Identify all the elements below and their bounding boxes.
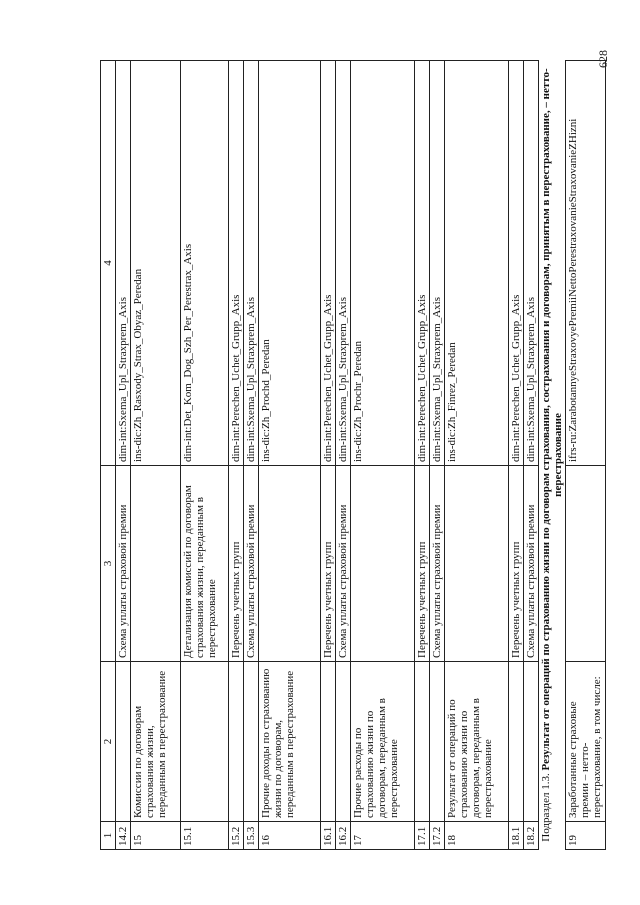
row-number: 16.2 (336, 822, 351, 850)
row-code: dim-int:Perechen_Uchet_Grupp_Axis (321, 61, 336, 466)
header-cell: 3 (101, 466, 116, 662)
row-code: dim-int:Perechen_Uchet_Grupp_Axis (229, 61, 244, 466)
row-code: ins-dic:Zh_Prochr_Peredan (351, 61, 415, 466)
row-number: 19 (566, 822, 606, 850)
row-name (181, 662, 229, 822)
table-row (321, 61, 336, 850)
row-number: 16 (259, 822, 321, 850)
row-name: Результат от операций по страхованию жизни по договорам, переданным в перестрахование (445, 662, 509, 822)
row-name (116, 662, 131, 822)
row-number: 18.1 (509, 822, 524, 850)
row-name (229, 662, 244, 822)
row-number: 17.2 (430, 822, 445, 850)
table-row (566, 61, 606, 850)
row-name (430, 662, 445, 822)
header-cell: 4 (101, 61, 116, 466)
row-number: 15 (131, 822, 181, 850)
table-row (181, 61, 229, 850)
row-code: dim-int:Sxema_Upl_Straxprem_Axis (116, 61, 131, 466)
table-row (524, 61, 539, 850)
row-description: Перечень учетных групп (415, 466, 430, 662)
row-description (351, 466, 415, 662)
row-code: ins-dic:Zh_Prochd_Peredan (259, 61, 321, 466)
table-row (415, 61, 430, 850)
table-row (259, 61, 321, 850)
row-description (566, 466, 606, 662)
row-code: dim-int:Sxema_Upl_Straxprem_Axis (244, 61, 259, 466)
row-code: ins-dic:Zh_Finrez_Peredan (445, 61, 509, 466)
row-description: Схема уплаты страховой премии (524, 466, 539, 662)
row-description: Схема уплаты страховой премии (244, 466, 259, 662)
subsection-row (539, 61, 566, 850)
table-row (430, 61, 445, 850)
row-name (336, 662, 351, 822)
row-number: 17.1 (415, 822, 430, 850)
row-description (259, 466, 321, 662)
row-name (415, 662, 430, 822)
table-row (131, 61, 181, 850)
subsection-title: Результат от операций по страхованию жизни по договорам страхования, сострахования и договорам, принятым в перестрахование, – нетто-перестрахование (540, 68, 564, 771)
row-description: Перечень учетных групп (509, 466, 524, 662)
row-description: Схема уплаты страховой премии (336, 466, 351, 662)
row-description: Перечень учетных групп (321, 466, 336, 662)
row-description: Схема уплаты страховой премии (116, 466, 131, 662)
row-code: dim-int:Sxema_Upl_Straxprem_Axis (430, 61, 445, 466)
row-code: dim-int:Perechen_Uchet_Grupp_Axis (509, 61, 524, 466)
row-number: 16.1 (321, 822, 336, 850)
data-table (100, 60, 606, 850)
header-cell: 2 (101, 662, 116, 822)
row-name (524, 662, 539, 822)
row-number: 17 (351, 822, 415, 850)
header-cell: 1 (101, 822, 116, 850)
row-code: dim-int:Det_Kom_Dog_Szh_Per_Perestrax_Axis (181, 61, 229, 466)
table-header-row (101, 61, 116, 850)
row-name: Заработанные страховые премии – нетто-перестрахование, в том числе: (566, 662, 606, 822)
row-code: ifrs-ru:ZarabotannyeStraxovyePremiiNettoPerestraxovanieStraxovanieZHizni (566, 61, 606, 466)
row-code: dim-int:Perechen_Uchet_Grupp_Axis (415, 61, 430, 466)
row-description: Перечень учетных групп (229, 466, 244, 662)
subsection-heading (539, 61, 566, 850)
row-number: 15.1 (181, 822, 229, 850)
table-row (445, 61, 509, 850)
table-row (351, 61, 415, 850)
row-number: 15.3 (244, 822, 259, 850)
table-row (244, 61, 259, 850)
subsection-prefix: Подраздел 1.3. (540, 773, 552, 842)
page-number: 628 (596, 50, 610, 68)
row-description: Детализация комиссий по договорам страхования жизни, переданным в перестрахование (181, 466, 229, 662)
row-number: 14.2 (116, 822, 131, 850)
row-name (509, 662, 524, 822)
row-name (321, 662, 336, 822)
table-row (336, 61, 351, 850)
row-name: Комиссии по договорам страхования жизни, переданным в перестрахование (131, 662, 181, 822)
row-description (131, 466, 181, 662)
table-row (116, 61, 131, 850)
row-name: Прочие расходы по страхованию жизни по договорам, переданным в перестрахование (351, 662, 415, 822)
row-description: Схема уплаты страховой премии (430, 466, 445, 662)
table-row (509, 61, 524, 850)
row-description (445, 466, 509, 662)
row-number: 18 (445, 822, 509, 850)
row-name: Прочие доходы по страхованию жизни по договорам, переданным в перестрахование (259, 662, 321, 822)
row-code: dim-int:Sxema_Upl_Straxprem_Axis (524, 61, 539, 466)
row-number: 15.2 (229, 822, 244, 850)
rotated-page-content (100, 60, 640, 850)
row-name (244, 662, 259, 822)
table-row (229, 61, 244, 850)
row-code: dim-int:Sxema_Upl_Straxprem_Axis (336, 61, 351, 466)
row-number: 18.2 (524, 822, 539, 850)
row-code: ins-dic:Zh_Rasxody_Strax_Obyaz_Peredan (131, 61, 181, 466)
